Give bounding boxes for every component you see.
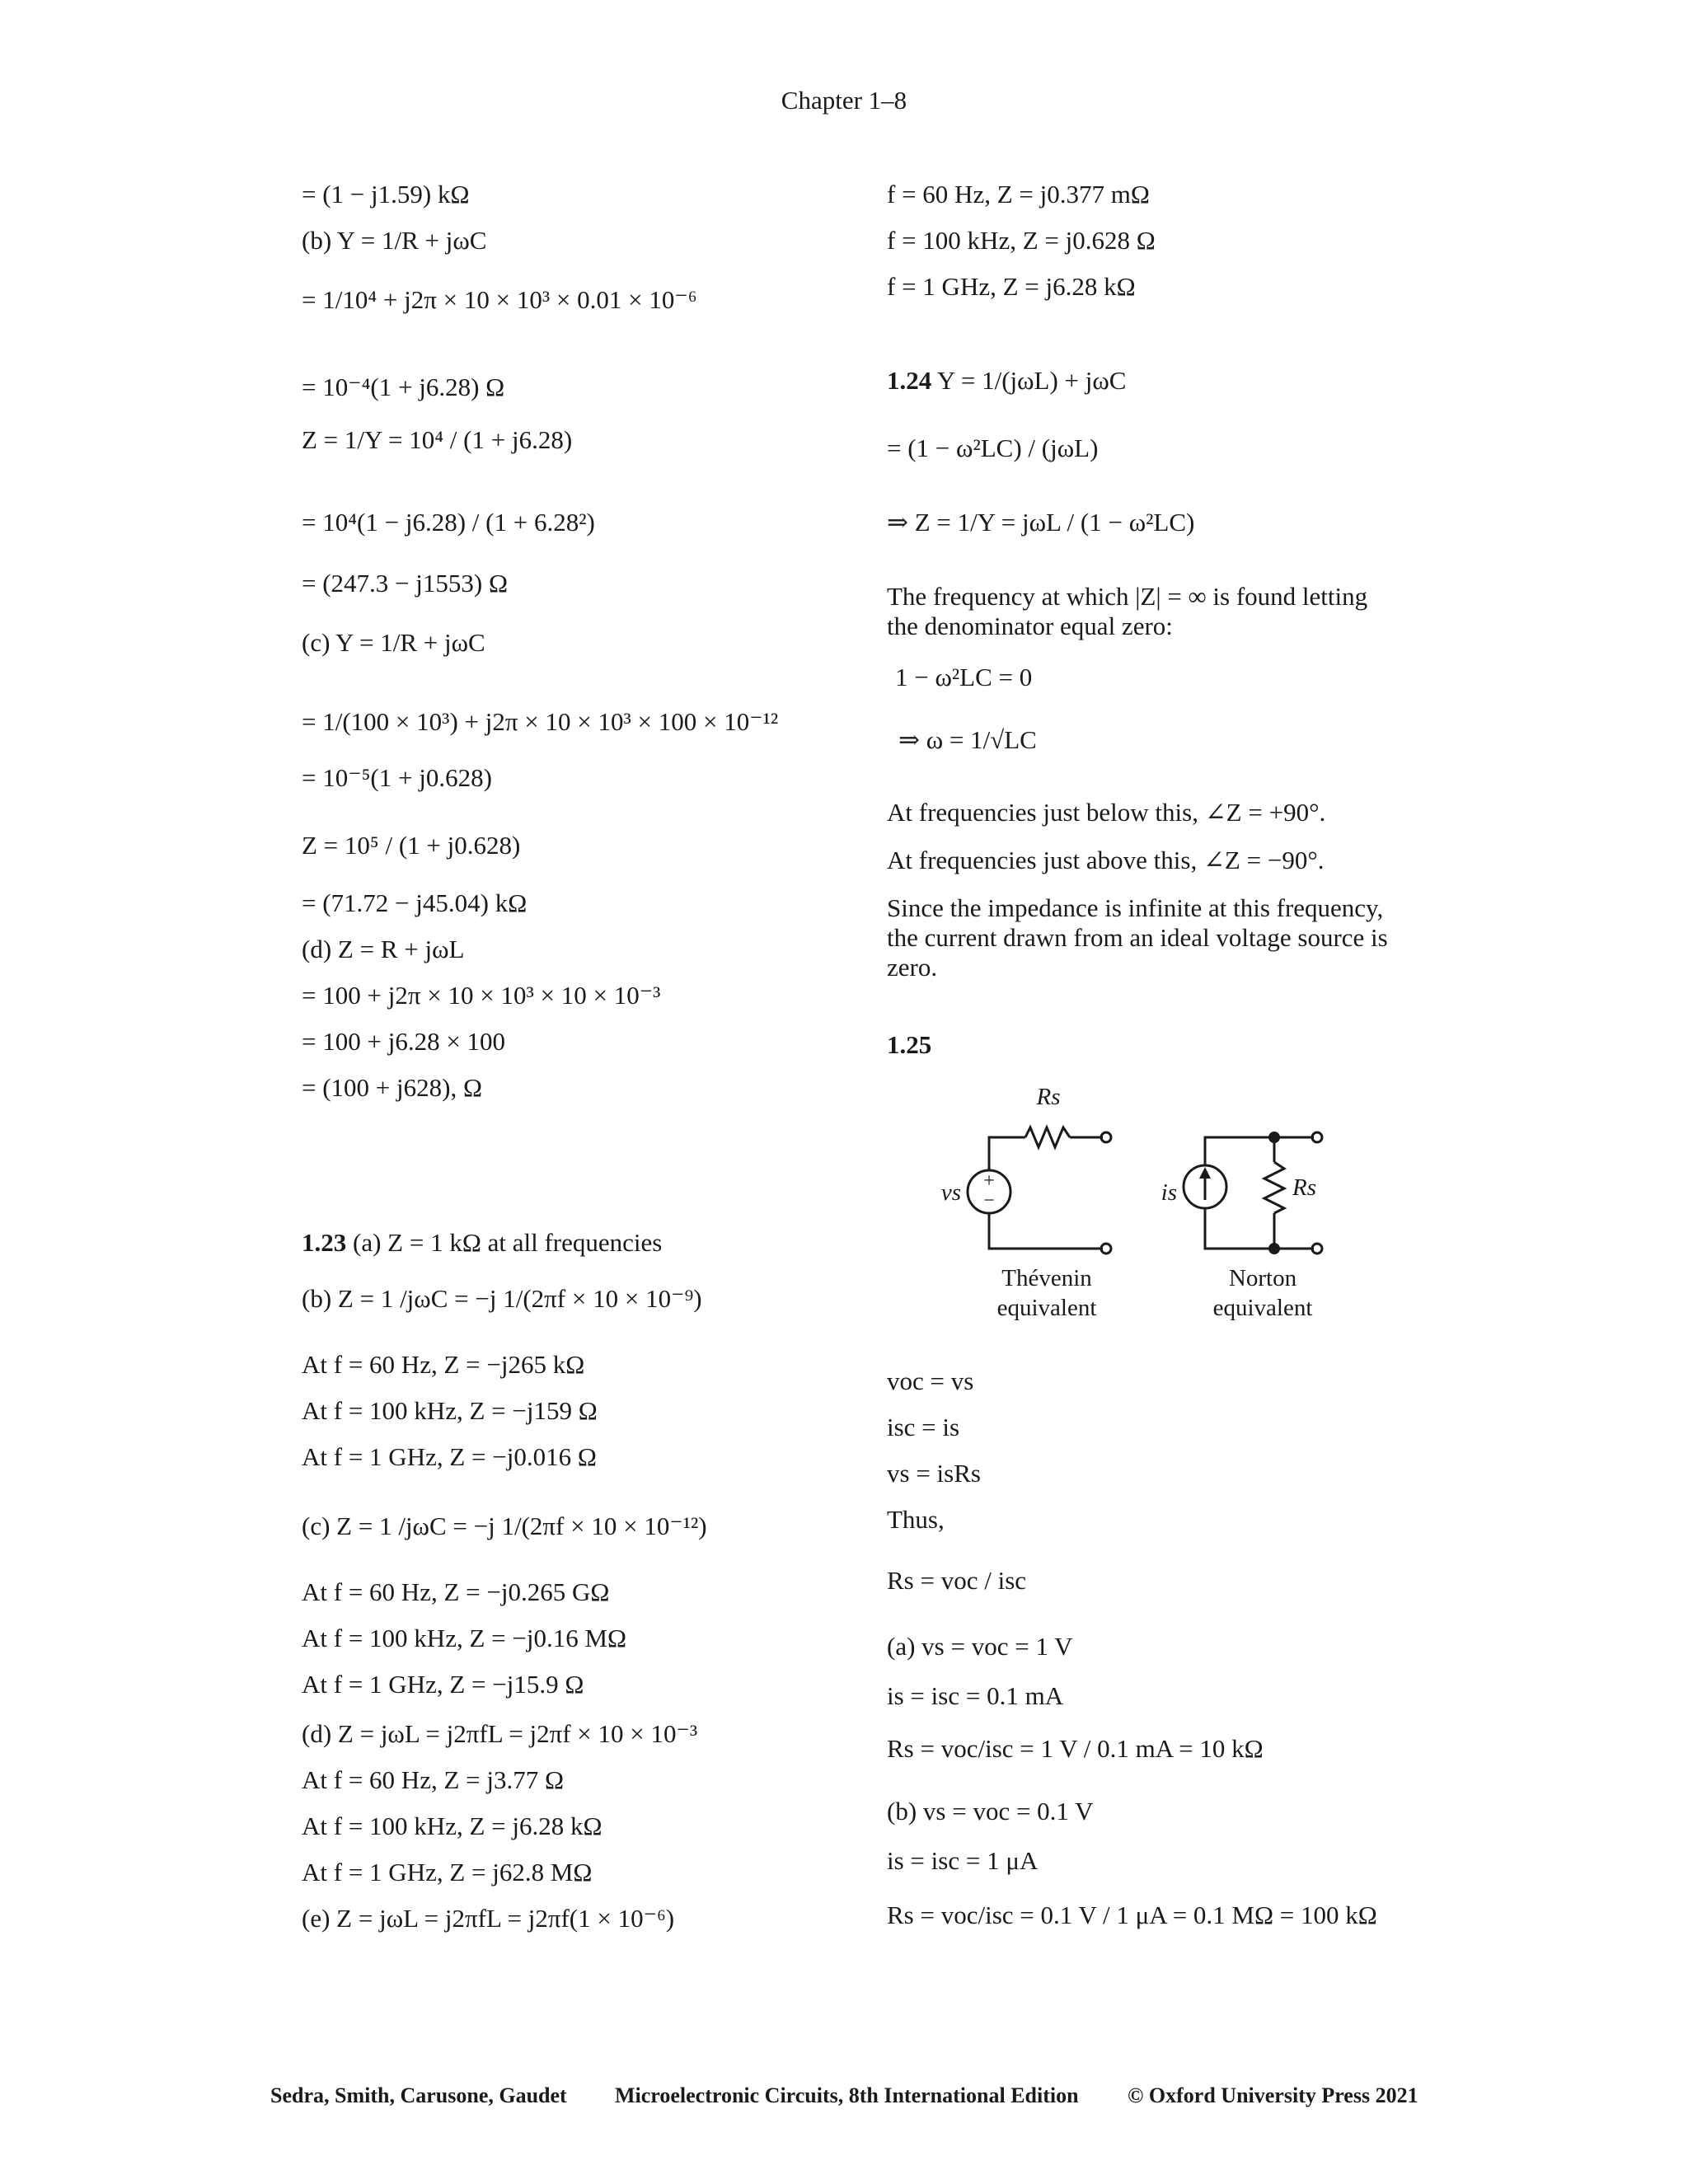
equation-line: ⇒ Z = 1/Y = jωL / (1 − ω²LC) — [887, 508, 1195, 537]
equation-line: (d) Z = R + jωL — [302, 935, 465, 963]
equation-line: ⇒ ω = 1/√LC — [898, 725, 1037, 754]
equation-line: = (1 − ω²LC) / (jωL) — [887, 434, 1099, 462]
footer-authors: Sedra, Smith, Carusone, Gaudet — [270, 2083, 567, 2107]
equation-line: = 1/(100 × 10³) + j2π × 10 × 10³ × 100 × 10⁻¹² — [302, 707, 779, 736]
equation-line: (b) Y = 1/R + jωC — [302, 226, 487, 255]
equation-line: Y = 1/(jωL) + jωC — [936, 366, 1127, 395]
equation-line: Z = 1/Y = 10⁴ / (1 + j6.28) — [302, 425, 573, 454]
equation-line: (c) Z = 1 /jωC = −j 1/(2πf × 10 × 10⁻¹²) — [302, 1511, 707, 1540]
equation-line: At f = 1 GHz, Z = −j0.016 Ω — [302, 1442, 597, 1471]
footer-book-title: Microelectronic Circuits, 8th International Edition — [615, 2083, 1079, 2107]
equation-line: Rs = voc/isc = 0.1 V / 1 μA = 0.1 MΩ = 100 kΩ — [887, 1900, 1377, 1929]
equation-line: = 100 + j6.28 × 100 — [302, 1027, 506, 1056]
equation-line: At f = 60 Hz, Z = j3.77 Ω — [302, 1765, 565, 1794]
problem-number: 1.24 — [887, 366, 932, 395]
resistor-rs-symbol — [1025, 1127, 1070, 1147]
rs-label: Rs — [1036, 1084, 1061, 1110]
page-header: Chapter 1–8 — [781, 86, 907, 115]
thevenin-caption: equivalent — [996, 1295, 1097, 1321]
equation-line: Rs = voc / isc — [887, 1566, 1027, 1595]
resistor-rs-symbol — [1264, 1162, 1284, 1213]
equation-line: isc = is — [887, 1413, 960, 1441]
equation-line: is = isc = 1 μA — [887, 1846, 1039, 1875]
equation-line: Z = 10⁵ / (1 + j0.628) — [302, 831, 521, 860]
equation-line: = 10⁻⁴(1 + j6.28) Ω — [302, 373, 505, 401]
is-label: is — [1160, 1179, 1177, 1206]
equation-line: vs = isRs — [887, 1459, 981, 1488]
equation-line: At f = 1 GHz, Z = j62.8 MΩ — [302, 1858, 593, 1886]
junction-dot — [1268, 1132, 1280, 1143]
equation-line: = (247.3 − j1553) Ω — [302, 569, 509, 598]
equation-line: = 100 + j2π × 10 × 10³ × 10 × 10⁻³ — [302, 981, 661, 1010]
problem-number: 1.23 — [302, 1228, 347, 1257]
thevenin-bottom-wire — [989, 1213, 1103, 1249]
thevenin-top-wire — [989, 1137, 1025, 1170]
paragraph: At frequencies just above this, ∠Z = −90°. — [887, 846, 1325, 874]
equation-line: = (100 + j628), Ω — [302, 1073, 483, 1102]
rs-label: Rs — [1292, 1174, 1316, 1201]
minus-sign-icon: − — [983, 1190, 995, 1212]
equation-line: Thus, — [887, 1505, 945, 1534]
paragraph: Since the impedance is infinite at this frequency, the current drawn from an ideal voltage source is zero. — [887, 893, 1388, 982]
equation-line: At f = 60 Hz, Z = −j265 kΩ — [302, 1350, 585, 1379]
equation-line: f = 60 Hz, Z = j0.377 mΩ — [887, 180, 1150, 209]
norton-caption: Norton — [1228, 1265, 1297, 1291]
equation-line: (e) Z = jωL = j2πfL = j2πf(1 × 10⁻⁶) — [302, 1904, 675, 1933]
equation-line: (d) Z = jωL = j2πfL = j2πf × 10 × 10⁻³ — [302, 1719, 698, 1748]
norton-top-wire — [1205, 1137, 1314, 1165]
thevenin-caption: Thévenin — [1001, 1265, 1092, 1291]
thevenin-norton-circuit-diagram — [887, 1080, 1348, 1327]
equation-line: = 10⁴(1 − j6.28) / (1 + 6.28²) — [302, 508, 595, 537]
page-footer — [0, 2083, 1688, 2116]
problem-number: 1.25 — [887, 1030, 932, 1059]
vs-label: vs — [940, 1179, 961, 1206]
equation-line: Rs = voc/isc = 1 V / 0.1 mA = 10 kΩ — [887, 1734, 1264, 1763]
paragraph: The frequency at which |Z| = ∞ is found letting the denominator equal zero: — [887, 582, 1368, 640]
plus-sign-icon: + — [983, 1170, 995, 1192]
equation-line: f = 1 GHz, Z = j6.28 kΩ — [887, 272, 1136, 301]
equation-line: (a) vs = voc = 1 V — [887, 1632, 1073, 1661]
equation-line: = 10⁻⁵(1 + j0.628) — [302, 763, 492, 792]
equation-line: At f = 60 Hz, Z = −j0.265 GΩ — [302, 1577, 610, 1606]
norton-bottom-wire — [1205, 1208, 1314, 1249]
norton-caption: equivalent — [1212, 1295, 1313, 1321]
equation-line: f = 100 kHz, Z = j0.628 Ω — [887, 226, 1156, 255]
equation-line: At f = 1 GHz, Z = −j15.9 Ω — [302, 1670, 584, 1699]
equation-line: (b) vs = voc = 0.1 V — [887, 1797, 1094, 1825]
equation-line: = 1/10⁴ + j2π × 10 × 10³ × 0.01 × 10⁻⁶ — [302, 285, 697, 314]
equation-line: At f = 100 kHz, Z = −j0.16 MΩ — [302, 1624, 627, 1652]
equation-line: (c) Y = 1/R + jωC — [302, 628, 485, 657]
equation-line: (b) Z = 1 /jωC = −j 1/(2πf × 10 × 10⁻⁹) — [302, 1284, 702, 1313]
equation-line: At f = 100 kHz, Z = j6.28 kΩ — [302, 1811, 603, 1840]
equation-line: = (1 − j1.59) kΩ — [302, 180, 470, 209]
equation-line: = (71.72 − j45.04) kΩ — [302, 888, 528, 917]
equation-line: is = isc = 0.1 mA — [887, 1681, 1064, 1710]
equation-line: At f = 100 kHz, Z = −j159 Ω — [302, 1396, 598, 1425]
paragraph: At frequencies just below this, ∠Z = +90°. — [887, 798, 1326, 827]
junction-dot — [1268, 1243, 1280, 1254]
equation-line: voc = vs — [887, 1366, 974, 1395]
footer-copyright: © Oxford University Press 2021 — [1128, 2083, 1418, 2107]
current-arrow-head-icon — [1199, 1167, 1211, 1179]
equation-line: 1 − ω²LC = 0 — [895, 663, 1033, 691]
equation-line: (a) Z = 1 kΩ at all frequencies — [353, 1228, 663, 1257]
